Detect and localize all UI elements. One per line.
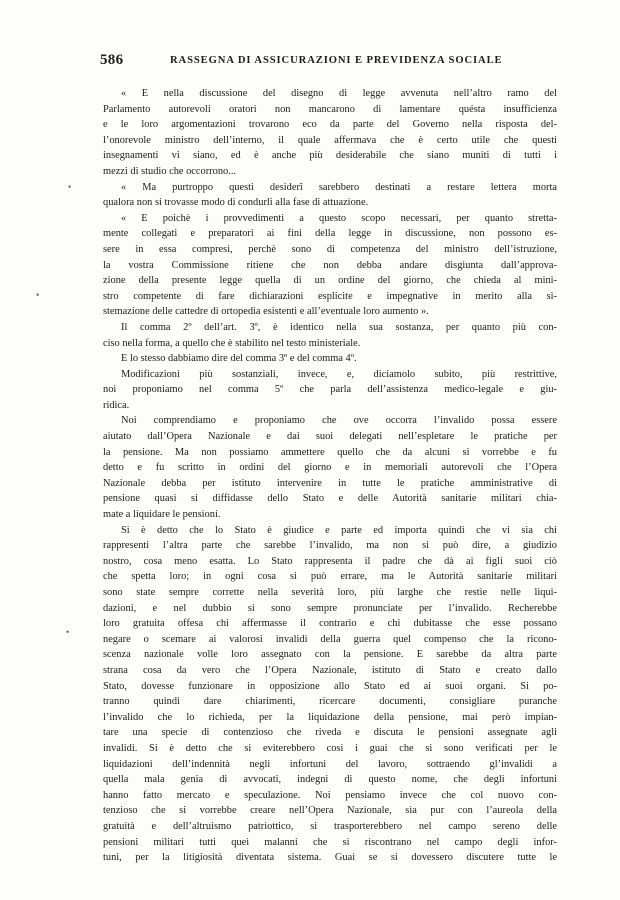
- page-header: [100, 52, 564, 72]
- text-line: tranno quindi dare chiarimenti, ricercare documenti, consigliare puranche: [103, 696, 557, 708]
- paragraph: [103, 86, 557, 180]
- text-line: stemazione delle cattedre di ortopedia esistenti e all’eventuale loro aumento ».: [103, 306, 429, 318]
- paragraph: [103, 320, 557, 351]
- text-line: gratuità e dell’altruismo patriottico, si trasporterebbero nel campo sereno delle: [103, 820, 557, 832]
- text-line: aiutato dall’Opera Nazionale e dai suoi delegati nell’espletare le pratiche per: [103, 431, 557, 443]
- running-title: RASSEGNA DI ASSICURAZIONI E PREVIDENZA SOCIALE: [170, 55, 503, 66]
- text-line: negare o scemare ai valorosi invalidi della guerra quel compenso che la ricono-: [103, 633, 557, 645]
- paragraph: [103, 180, 557, 211]
- text-line: « E nella discussione del disegno di legge avvenuta nell’altro ramo del: [121, 88, 557, 99]
- text-line: scenza nazionale volle loro assegnato con la pensione. E sarebbe da altra parte: [103, 649, 557, 661]
- text-line: pensioni militari tutti quei malanni che si riscontrano nel campo degli infor-: [103, 836, 557, 848]
- text-line: tuni, per la litigiosità diventata sistema. Guai se si dovessero discutere tutte le: [103, 852, 557, 864]
- paragraph: [103, 413, 557, 522]
- text-line: « Ma purtroppo questi desiderî sarebbero destinati a restare lettera morta: [121, 181, 557, 193]
- text-line: pensione quasi si diffidasse dello Stato e delle Autorità sanitarie militari chia-: [103, 493, 557, 505]
- text-line: qualora non si trovasse modo di condurli alla fase di attuazione.: [103, 197, 369, 209]
- text-line: loro gratuita offesa chi affermasse il contrario e chi dubitasse che esse possano: [103, 618, 557, 630]
- text-line: Stato, dovesse funzionare in opposizione allo Stato ed ai suoi organi. Si po-: [103, 680, 557, 692]
- margin-mark: •: [66, 627, 70, 637]
- text-line: insegnamenti vi siano, ed è anche più desiderabile che siano muniti di tutti i: [103, 150, 557, 162]
- text-line: quella mala genia di avvocati, indegni di questo nome, che degli infortuni: [103, 774, 557, 786]
- text-line: « E poichè i provvedimenti a questo scopo necessari, per quanto stretta-: [121, 212, 557, 224]
- text-line: E lo stesso dabbiamo dire del comma 3º e del comma 4º.: [121, 353, 357, 365]
- text-line: ciso nella forma, a quello che è stabilito nel testo ministeriale.: [103, 337, 361, 349]
- text-line: strana cosa da vero che l’Opera Nazionale, istituto di Stato e creato dallo: [103, 664, 557, 676]
- text-line: hanno fatto mercato e speculazione. Noi pensiamo invece che col nuovo con-: [103, 789, 557, 801]
- text-line: l’invalido che lo richieda, per la liquidazione della pensione, mai però impian-: [103, 711, 557, 723]
- text-line: la vostra Commissione ritiene che non debba andare disgiunta dall’approva-: [103, 259, 557, 271]
- text-line: l’onorevole ministro dell’interno, il quale affermava che è certo utile che questi: [103, 134, 557, 146]
- page-number: 586: [100, 52, 124, 68]
- text-line: Noi comprendiamo e proponiamo che ove occorra l’invalido possa essere: [121, 415, 557, 427]
- body-text: [103, 86, 557, 866]
- paragraph: [103, 523, 557, 866]
- text-line: mezzi di studio che occorrono...: [103, 165, 237, 177]
- text-line: detto e fu scritto in ordini del giorno e in memoriali autorevoli che l’Opera: [103, 462, 557, 474]
- text-line: sere in essa compresi, perchè sono di competenza del ministro dell’istruzione,: [103, 243, 557, 255]
- text-line: che spetta loro; in ogni cosa si può errare, ma le Autorità sanitarie militari: [103, 571, 557, 583]
- text-line: Si è detto che lo Stato è giudice e parte ed importa quindi che vi sia chi: [121, 524, 557, 536]
- text-line: e le loro argomentazioni trovarono eco da parte del Governo nella risposta del-: [103, 119, 557, 131]
- text-line: nostro, cosa meno esatta. Lo Stato rappresenta il padre che dà ai figli suoi ciò: [103, 555, 557, 567]
- text-line: Nazionale debba per istituto intervenire in tutte le pratiche amministrative di: [103, 477, 557, 489]
- text-line: tenzioso che si vorrebbe creare nell’Opera Nazionale, sia pur con l’aureola della: [103, 805, 557, 817]
- text-line: sono state sempre corrette nella severità loro, più larghe che restie nelle liqui-: [103, 587, 557, 598]
- margin-mark: •: [36, 290, 40, 300]
- text-line: rappresenti l’altra parte che sarebbe l’invalido, ma non si può dire, a giudizio: [103, 540, 557, 552]
- text-line: tare una specie di contenzioso che riveda e discuta le pensioni assegnate agli: [103, 727, 557, 739]
- text-line: mente collegati e preparatori ai fini della legge in discussione, non possono es-: [103, 228, 557, 240]
- text-line: invalidi. Si è detto che si eviterebbero così i guai che si sono verificati per le: [103, 742, 557, 754]
- text-line: stro competente di fare dichiarazioni esplicite e impegnative in merito alla si-: [103, 290, 557, 302]
- text-line: liquidazioni dell’indennità negli infortuni del lavoro, sottraendo gl’invalidi a: [103, 758, 557, 770]
- text-line: noi proponiamo nel comma 5º che parla dell’assistenza medico-legale e giu-: [103, 384, 557, 396]
- margin-mark: •: [68, 182, 72, 192]
- paragraph: [103, 367, 557, 414]
- text-line: ridica.: [103, 399, 130, 411]
- text-line: la pensione. Ma non possiamo ammettere quello che da alcuni si vorrebbe e fu: [103, 446, 557, 458]
- paragraph: [103, 351, 557, 367]
- text-line: mate a liquidare le pensioni.: [103, 509, 221, 521]
- text-line: dazioni, e nel dubbio si sono sempre pronunciate per l’invalido. Recherebbe: [103, 602, 557, 614]
- text-line: Parlamento autorevoli oratori non mancarono di lamentare quésta insufficienza: [103, 103, 557, 115]
- paragraph: [103, 211, 557, 320]
- text-line: Modificazioni più sostanziali, invece, e, diciamolo subito, più restrittive,: [121, 368, 557, 380]
- text-line: zione della presente legge quella di un ordine del giorno, che chieda al mini-: [103, 275, 557, 287]
- text-line: Il comma 2º dell’art. 3º, è identico nella sua sostanza, per quanto più con-: [121, 321, 557, 333]
